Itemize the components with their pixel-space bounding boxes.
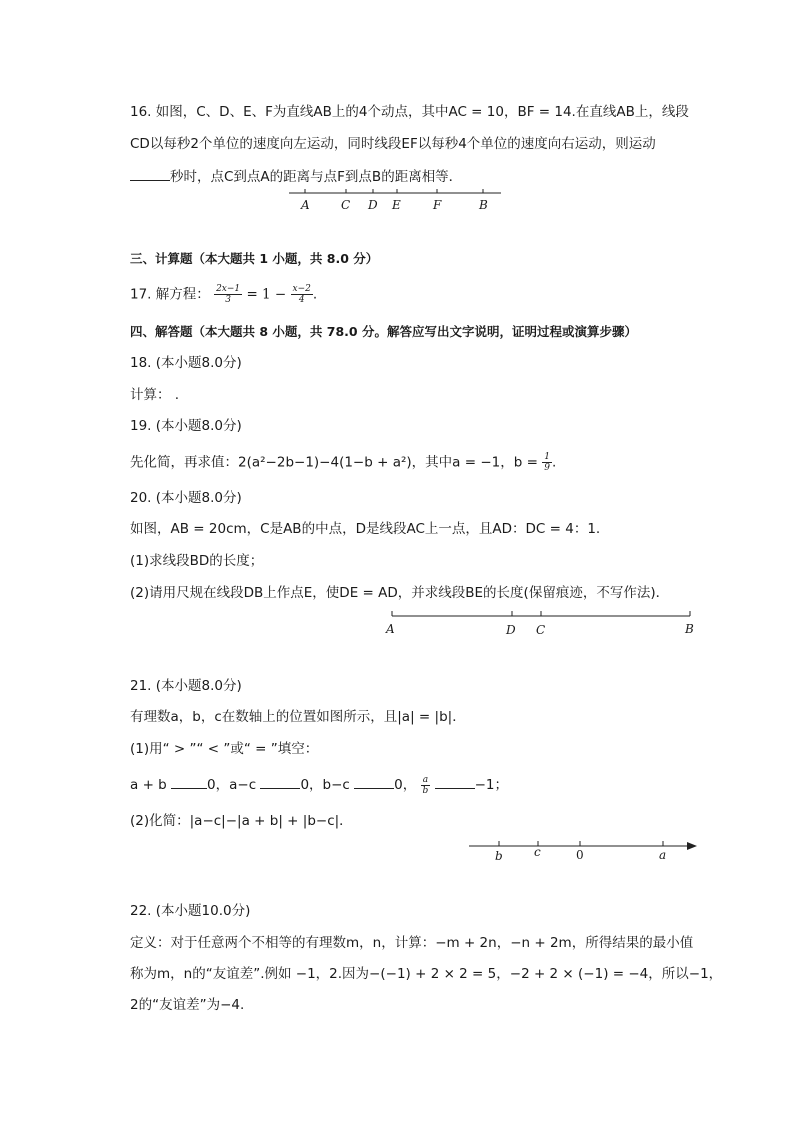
- fill-blank-2: [260, 774, 300, 789]
- q22-head: 22. (本小题10.0分): [130, 903, 251, 919]
- q19-fraction: [542, 452, 552, 473]
- q19-den: 9: [544, 463, 550, 473]
- q21-number-line: [465, 838, 705, 868]
- q17-num1: 2x−1: [216, 284, 241, 294]
- axis-label-A: A: [301, 198, 310, 212]
- q21-den: b: [422, 785, 429, 796]
- q20-segment-figure: [380, 606, 700, 640]
- axis-label-D: D: [368, 198, 378, 212]
- q18-body: 计算： .: [130, 387, 180, 403]
- axis-label-a: a: [659, 848, 667, 862]
- segment-label-D: D: [506, 623, 516, 637]
- q17-end: .: [312, 286, 318, 303]
- segment-label-C: C: [536, 623, 546, 637]
- q18-head: 18. (本小题8.0分): [130, 355, 242, 371]
- q20-head: 20. (本小题8.0分): [130, 490, 242, 506]
- q21-fill-line: [130, 774, 508, 796]
- q16-line2: CD以每秒2个单位的速度向左运动，同时线段EF以每秒4个单位的速度向右运动，则运动: [130, 136, 656, 152]
- q21-part1: (1)用“ > ”“ < ”或“ = ”填空：: [130, 741, 319, 757]
- q17-prefix: 17. 解方程：: [130, 286, 210, 303]
- q17-line: [130, 284, 317, 305]
- q21-body: 有理数a，b，c在数轴上的位置如图所示，且|a| = |b|．: [130, 709, 466, 725]
- fill-blank-1: [171, 774, 207, 789]
- q17-den2: 4: [298, 295, 305, 305]
- q19-body: 先化简，再求值：2(a²−2b−1)−4(1−b + a²)，其中a = −1，b =: [130, 454, 538, 471]
- answer-blank: [130, 166, 170, 181]
- q19-body-line: [130, 452, 556, 473]
- section-4-title: 四、解答题（本大题共 8 小题，共 78.0 分。解答应写出文字说明，证明过程或演算步骤）: [130, 324, 637, 339]
- section-3-title: 三、计算题（本大题共 1 小题，共 8.0 分）: [130, 251, 379, 266]
- q21-fill-2: 0，a−c: [207, 777, 257, 793]
- axis-label-b: b: [495, 849, 503, 863]
- q21-num: a: [421, 775, 431, 786]
- axis-label-B: B: [479, 198, 488, 212]
- segment-label-B: B: [685, 622, 694, 636]
- q21-fill-4: 0，: [394, 777, 417, 793]
- q16-line3-text: 秒时，点C到点A的距离与点F到点B的距离相等．: [170, 169, 463, 185]
- axis-label-C: C: [341, 198, 351, 212]
- q21-fill-3: 0，b−c: [300, 777, 350, 793]
- q17-den1: 3: [225, 295, 231, 305]
- axis-label-0: 0: [576, 848, 584, 862]
- q21-fill-end: −1；: [474, 777, 509, 793]
- q22-line1: 定义：对于任意两个不相等的有理数m，n，计算：−m + 2n，−n + 2m，所得结果的最小值: [130, 935, 694, 951]
- axis-label-F: F: [433, 198, 442, 212]
- axis-label-E: E: [392, 198, 401, 212]
- q17-eq: = 1 −: [246, 286, 287, 303]
- fill-blank-4: [435, 774, 475, 789]
- q22-line3: 2的“友谊差”为−4.: [130, 997, 245, 1013]
- q21-part2: (2)化简：|a−c|−|a + b| + |b−c|．: [130, 813, 353, 829]
- q16-line3: [130, 166, 462, 186]
- q20-part1: (1)求线段BD的长度；: [130, 553, 264, 569]
- q20-part2: (2)请用尺规在线段DB上作点E，使DE = AD，并求线段BE的长度(保留痕迹，不写作法)．: [130, 585, 670, 601]
- segment-label-A: A: [386, 622, 395, 636]
- q22-line2: 称为m，n的“友谊差”.例如 −1，2.因为−(−1) + 2 × 2 = 5，−2 + 2 × (−1) = −4，所以−1，: [130, 966, 723, 982]
- q16-number-line: [285, 185, 505, 215]
- q17-num2: x−2: [292, 284, 311, 294]
- q19-head: 19. (本小题8.0分): [130, 418, 242, 434]
- q17-fraction-1: [214, 284, 242, 305]
- q21-fill-1: a + b: [130, 777, 167, 793]
- q20-body: 如图，AB = 20cm，C是AB的中点，D是线段AC上一点，且AD：DC = 4：1.: [130, 521, 601, 537]
- q21-fraction: [421, 775, 431, 796]
- axis-label-c: c: [534, 845, 541, 859]
- q19-num: 1: [544, 452, 550, 462]
- q17-fraction-2: [291, 284, 313, 305]
- q16-line1: 16. 如图，C、D、E、F为直线AB上的4个动点，其中AC = 10，BF = 14.在直线AB上，线段: [130, 104, 689, 120]
- fill-blank-3: [354, 774, 394, 789]
- q21-head: 21. (本小题8.0分): [130, 678, 242, 694]
- q19-end: .: [551, 454, 557, 471]
